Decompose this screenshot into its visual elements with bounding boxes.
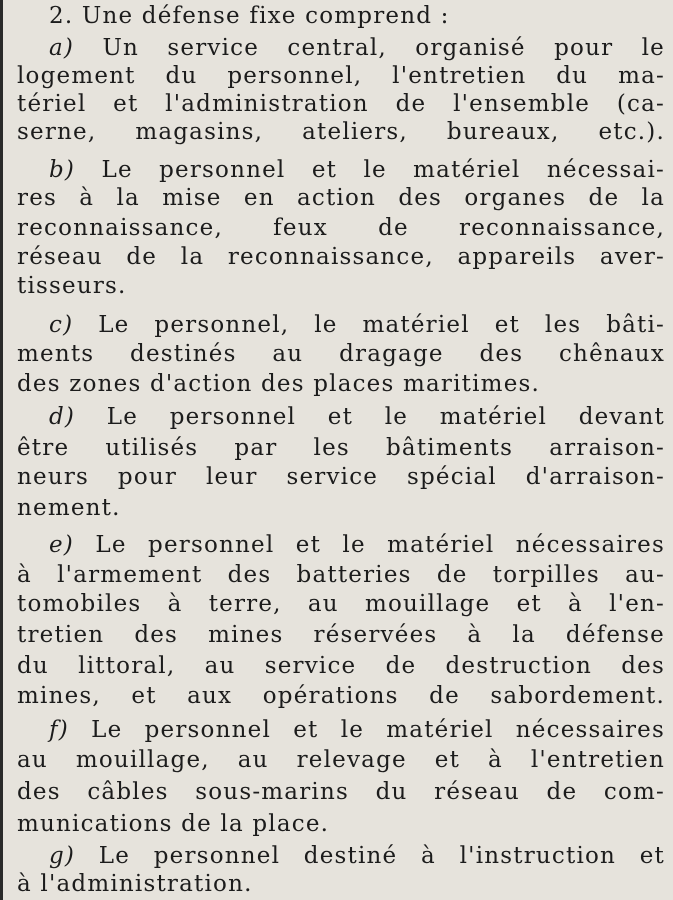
paragraph-b-line-1 [49, 156, 665, 184]
paragraph-e-line-4: tretien des mines réservées à la défense [17, 622, 665, 648]
paragraph-a-line-1 [49, 34, 665, 62]
paragraph-a-line-2: logement du personnel, l'entretien du ma- [17, 63, 665, 89]
paragraph-e-line-5: du littoral, au service de destruction des [17, 653, 665, 679]
paragraph-b-line-2: res à la mise en action des organes de la [17, 185, 665, 211]
paragraph-g-line-1 [49, 842, 665, 870]
paragraph-b-marker: b) [49, 157, 76, 183]
paragraph-c-line-2: ments destinés au dragage des chênaux [17, 341, 665, 367]
paragraph-b-line-3: reconnaissance, feux de reconnaissance, [17, 215, 665, 241]
paragraph-a-line-4: serne, magasins, ateliers, bureaux, etc.). [17, 119, 665, 145]
paragraph-c-text-1: Le personnel, le matériel et les bâti- [98, 312, 666, 338]
paragraph-f-line-3: des câbles sous-marins du réseau de com- [17, 779, 665, 805]
paragraph-a-line-3: tériel et l'administration de l'ensemble (ca- [17, 91, 665, 117]
paragraph-f-marker: f) [49, 717, 69, 743]
paragraph-g-line-2: à l'administration. [17, 871, 253, 897]
paragraph-b-text-1: Le personnel et le matériel nécessai- [101, 157, 665, 183]
paragraph-g-text-1: Le personnel destiné à l'instruction et [98, 843, 665, 869]
paragraph-e-text-1: Le personnel et le matériel nécessaires [95, 532, 665, 558]
paragraph-d-line-3: neurs pour leur service spécial d'arraison- [17, 464, 665, 490]
paragraph-c-line-1 [49, 311, 665, 339]
paragraph-d-marker: d) [49, 404, 76, 430]
paragraph-e-line-6: mines, et aux opérations de sabordement. [17, 683, 665, 709]
paragraph-f-text-1: Le personnel et le matériel nécessaires [91, 717, 665, 743]
paragraph-c-line-3: des zones d'action des places maritimes. [17, 371, 541, 397]
section-heading: 2. Une défense fixe comprend : [49, 3, 450, 29]
paragraph-f-line-2: au mouillage, au relevage et à l'entretien [17, 747, 665, 773]
paragraph-e-line-1 [49, 531, 665, 559]
paragraph-b-line-5: tisseurs. [17, 273, 127, 299]
paragraph-f-line-1 [49, 716, 665, 744]
paragraph-a-marker: a) [49, 35, 75, 61]
paragraph-c-marker: c) [49, 312, 74, 338]
paragraph-d-line-4: nement. [17, 495, 121, 521]
paragraph-e-marker: e) [49, 532, 74, 558]
paragraph-d-line-1 [49, 403, 665, 431]
paragraph-f-line-4: munications de la place. [17, 811, 330, 837]
paragraph-e-line-3: tomobiles à terre, au mouillage et à l'en- [17, 591, 665, 617]
paragraph-e-line-2: à l'armement des batteries de torpilles au- [17, 562, 665, 588]
paragraph-d-text-1: Le personnel et le matériel devant [106, 404, 665, 430]
paragraph-g-marker: g) [49, 843, 76, 869]
paragraph-a-text-1: Un service central, organisé pour le [102, 35, 665, 61]
paragraph-b-line-4: réseau de la reconnaissance, appareils aver- [17, 244, 665, 270]
paragraph-d-line-2: être utilisés par les bâtiments arraison- [17, 435, 665, 461]
